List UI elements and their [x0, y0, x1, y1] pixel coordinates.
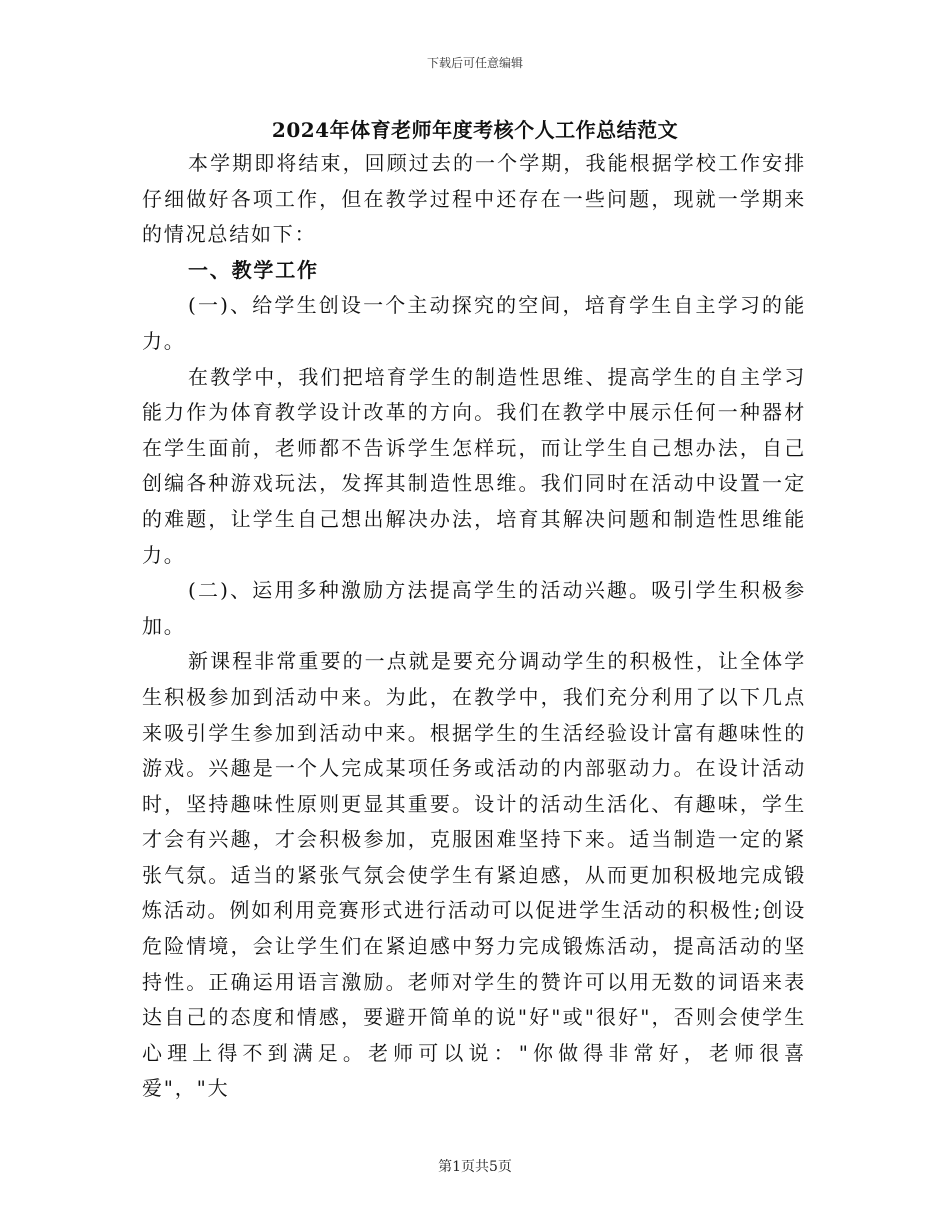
intro-paragraph: 本学期即将结束，回顾过去的一个学期，我能根据学校工作安排仔细做好各项工作，但在教学过程中还存在一些问题，现就一学期来的情况总结如下： — [142, 151, 806, 247]
section-heading-teaching: 一、教学工作 — [188, 257, 319, 282]
document-title: 2024年体育老师年度考核个人工作总结范文 — [271, 118, 679, 142]
body-paragraph-1: 在教学中，我们把培育学生的制造性思维、提高学生的自主学习能力作为体育教学设计改革的方向。我们在教学中展示任何一种器材在学生面前，老师都不告诉学生怎样玩，而让学生自己想办法，自己创编各种游戏玩法，发挥其制造性思维。我们同时在活动中设置一定的难题，让学生自己想出解决办法，培育其解决问题和制造性思维能力。 — [142, 364, 806, 567]
body-paragraph-2: 新课程非常重要的一点就是要充分调动学生的积极性，让全体学生积极参加到活动中来。为此，在教学中，我们充分利用了以下几点来吸引学生参加到活动中来。根据学生的生活经验设计富有趣味性的游戏。兴趣是一个人完成某项任务或活动的内部驱动力。在设计活动时，坚持趣味性原则更显其重要。设计的活动生活化、有趣味，学生才会有兴趣，才会积极参加，克服困难坚持下来。适当制造一定的紧张气氛。适当的紧张气氛会使学生有紧迫感，从而更加积极地完成锻炼活动。例如利用竞赛形式进行活动可以促进学生活动的积极性;创设危险情境，会让学生们在紧迫感中努力完成锻炼活动，提高活动的坚持性。正确运用语言激励。老师对学生的赞许可以用无数的词语来表达自己的态度和情感，要避开简单的说"好"或"很好"，否则会使学生心理上得不到满足。老师可以说："你做得非常好，老师很喜爱"，"大 — [142, 649, 806, 1101]
subsection-heading-2: (二)、运用多种激励方法提高学生的活动兴趣。吸引学生积极参加。 — [142, 578, 806, 638]
document-body — [142, 146, 806, 1107]
header-note: 下载后可任意编辑 — [426, 56, 523, 70]
page-indicator: 第1页共5页 — [438, 1159, 512, 1175]
subsection-heading-1: (一)、给学生创设一个主动探究的空间，培育学生自主学习的能力。 — [142, 293, 806, 353]
